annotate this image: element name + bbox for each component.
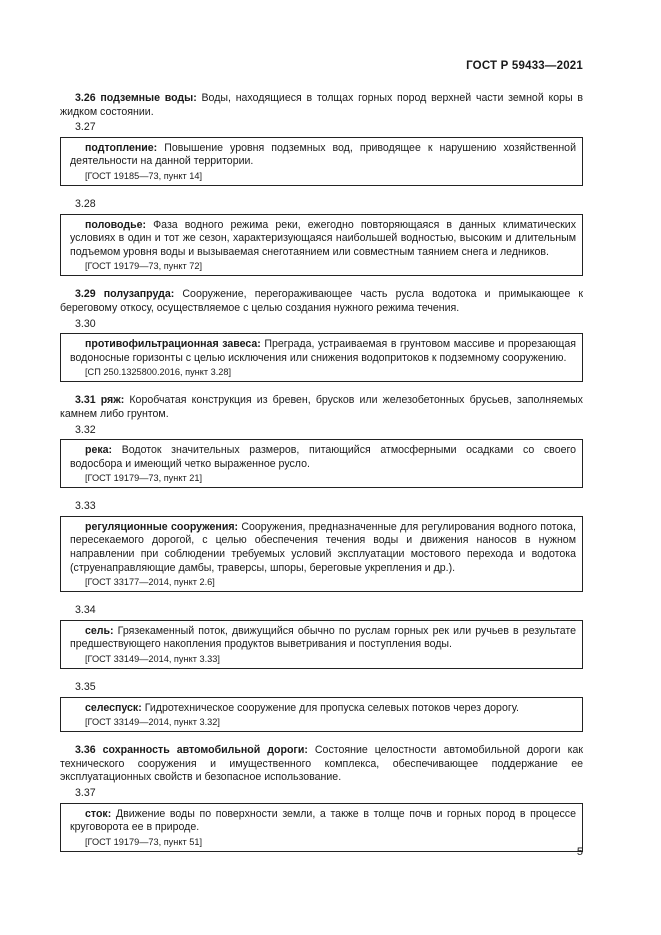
clause-number: 3.28: [75, 197, 96, 210]
source-reference: [СП 250.1325800.2016, пункт 3.28]: [85, 367, 232, 378]
source-reference: [ГОСТ 19179—73, пункт 21]: [85, 473, 203, 484]
document-body: [60, 92, 583, 864]
source-reference: [ГОСТ 19185—73, пункт 14]: [85, 170, 203, 181]
definition-text: Грязекаменный поток, движущийся обычно по руслам горных рек или ручьев в результате предшествующего накопления продуктов выветривания и поступления воды.: [70, 624, 576, 651]
definition-text: Движение воды по поверхности земли, а также в толще почв и горных пород в процессе круговорота ее в природе.: [70, 807, 576, 834]
definition-text: Состояние целостности автомобильной дороги как технического сооружения и имущественного комплекса, обеспечивающее поддержание ее эксплуатационных свойств и безопасное использование.: [60, 744, 583, 784]
quoted-definition-box: [60, 620, 583, 669]
quoted-definition-box: [60, 697, 583, 733]
quoted-definition-box: [60, 439, 583, 488]
clause-number: 3.37: [75, 787, 96, 799]
definition-text: Гидротехническое сооружение для пропуска селевых потоков через дорогу.: [141, 701, 519, 714]
term: 3.26 подземные воды:: [75, 92, 197, 104]
clause-number: 3.27: [75, 121, 96, 134]
definition-paragraph: [60, 288, 583, 315]
term: сель:: [85, 624, 114, 637]
definition-text: Водоток значительных размеров, питающийся атмосферными осадками со своего водосбора и имеющий четко выраженное русло.: [70, 444, 576, 470]
document-id: ГОСТ Р 59433—2021: [466, 60, 583, 72]
source-reference: [ГОСТ 33177—2014, пункт 2.6]: [85, 577, 215, 588]
quoted-definition-box: [60, 803, 583, 852]
quoted-definition-box: [60, 516, 583, 592]
definition-text: Коробчатая конструкция из бревен, брусков или железобетонных брусьев, заполняемых камнем либо грунтом.: [60, 394, 583, 420]
page-number: 5: [576, 846, 583, 858]
definition-paragraph: [60, 744, 583, 785]
clause-number: 3.30: [75, 317, 96, 330]
definition-text: Сооружение, перегораживающее часть русла водотока и примыкающее к береговому откосу, осуществляемое с целью создания нужного режима течения.: [60, 288, 584, 314]
term: селеспуск:: [85, 701, 142, 714]
definition-text: Сооружения, предназначенные для регулирования водного потока, пересекаемого дорогой, с целью обеспечения течения воды и движения наносов в нужном направлении при соблюдении требуемых условий эксплуатации мостового перехода и водотока (струенаправляющие дамбы, траверсы, шпоры, береговые укрепления и др.).: [70, 520, 576, 574]
quoted-definition-box: [60, 333, 583, 382]
term: половодье:: [85, 218, 147, 231]
source-reference: [ГОСТ 33149—2014, пункт 3.33]: [85, 654, 220, 665]
clause-number: 3.35: [75, 681, 96, 694]
definition-text: Повышение уровня подземных вод, приводящее к нарушению хозяйственной деятельности на данной территории.: [70, 141, 576, 168]
source-reference: [ГОСТ 19179—73, пункт 72]: [85, 261, 203, 272]
term: регуляционные сооружения:: [85, 520, 239, 533]
term: река:: [85, 444, 113, 457]
term: противофильтрационная завеса:: [85, 338, 261, 351]
term: подтопление:: [85, 141, 158, 154]
source-reference: [ГОСТ 33149—2014, пункт 3.32]: [85, 717, 220, 728]
definition-paragraph: [60, 394, 583, 421]
definition-text: Преграда, устраиваемая в грунтовом массиве и прорезающая водоносные горизонты с целью исключения или снижения водопритоков к подземному сооружению.: [70, 338, 576, 364]
term: 3.29 полузапруда:: [75, 288, 175, 301]
term: 3.36 сохранность автомобильной дороги:: [75, 744, 308, 757]
definition-text: Фаза водного режима реки, ежегодно повторяющаяся в данных климатических условиях в один и тот же сезон, характеризующаяся наибольшей водностью, высоким и длительным подъемом уровня воды и вызываемая снеготаянием или совместным таянием снега и ледников.: [70, 218, 576, 258]
term: 3.31 ряж:: [75, 394, 125, 407]
definition-text: Воды, находящиеся в толщах горных пород верхней части земной коры в жидком состоянии.: [60, 92, 583, 118]
definition-paragraph: [60, 92, 583, 119]
clause-number: 3.33: [75, 500, 96, 513]
clause-number: 3.32: [75, 423, 96, 436]
term: сток:: [85, 807, 112, 820]
quoted-definition-box: [60, 137, 583, 186]
quoted-definition-box: [60, 214, 583, 277]
source-reference: [ГОСТ 19179—73, пункт 51]: [85, 836, 203, 847]
clause-number: 3.34: [75, 604, 96, 617]
